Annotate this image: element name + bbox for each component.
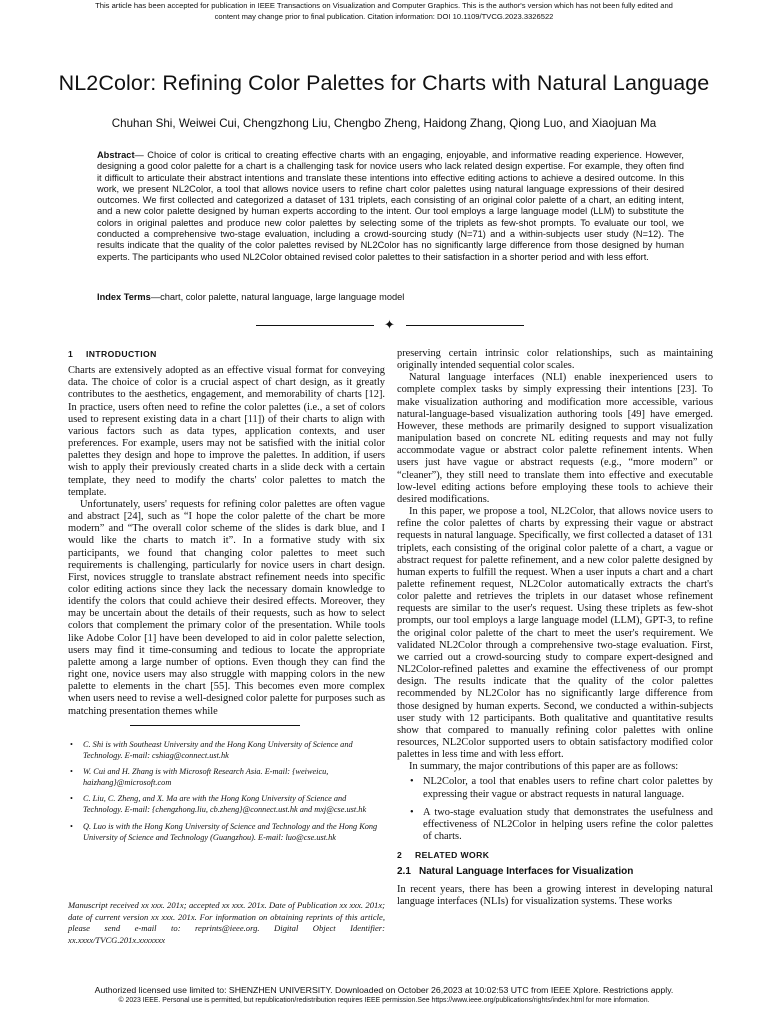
abstract-label: Abstract bbox=[97, 150, 135, 160]
license-notice: Authorized licensed use limited to: SHENZHEN UNIVERSITY. Downloaded on October 26,2023 at 10:02:53 UTC from IEEE Xplore. Restrictions apply. bbox=[94, 985, 674, 995]
intro-paragraph-2-continued: preserving certain intrinsic color relationships, such as maintaining originally intended sequential color scales. bbox=[397, 348, 713, 372]
contribution-list bbox=[397, 776, 713, 843]
section-number: 1 bbox=[68, 349, 74, 359]
publication-notice bbox=[0, 0, 768, 22]
diamond-icon: ✦ bbox=[384, 317, 395, 332]
publication-notice-line1: This article has been accepted for publication in IEEE Transactions on Visualization and Computer Graphics. This is the author's version which has not been fully edited and bbox=[95, 1, 673, 10]
section-title: INTRODUCTION bbox=[86, 349, 157, 359]
author-footnotes bbox=[68, 739, 385, 848]
related-work-paragraph-1: In recent years, there has been a growing interest in developing natural language interfaces (NLIs) for visualization systems. These works bbox=[397, 883, 713, 907]
author-list: Chuhan Shi, Weiwei Cui, Chengzhong Liu, Chengbo Zheng, Haidong Zhang, Qiong Luo, and Xiaojuan Ma bbox=[111, 117, 657, 130]
index-terms-text: —chart, color palette, natural language, large language model bbox=[150, 292, 405, 302]
paper-title: NL2Color: Refining Color Palettes for Charts with Natural Language bbox=[58, 71, 710, 95]
footnote-item: • W. Cui and H. Zhang is with Microsoft Research Asia. E-mail: {weiweicu, haizhang}@microsoft.com bbox=[68, 766, 385, 788]
section-heading-related-work bbox=[397, 849, 713, 861]
left-column bbox=[68, 345, 385, 718]
subsection-number: 2.1 bbox=[397, 866, 411, 878]
footnote-item: • C. Shi is with Southeast University and the Hong Kong University of Science and Technology. E-mail: cshiag@connect.ust.hk bbox=[68, 739, 385, 761]
intro-paragraph-1: Charts are extensively adopted as an effective visual format for conveying data. The choice of color is a crucial aspect of chart design, as it greatly contributes to the aesthetics, engagement, and memorability of charts [12]. In practice, users often need to refine the color palettes (i.e., a set of colors used to represent existing data in a chart [11]) of their charts to align with various factors such as data types, application contexts, and user preferences. For example, users may not be satisfied with the initial color palettes they design and hope to improve the palettes. In addition, if users wish to apply their previously created charts in a slide deck with a certain template, they need to modify the charts' color palettes to match the template. bbox=[68, 365, 385, 498]
abstract bbox=[97, 150, 684, 263]
copyright-notice: © 2023 IEEE. Personal use is permitted, but republication/redistribution requires IEEE permission.See https://www.ieee.org/publications/rights/index.html for more information. bbox=[118, 997, 650, 1004]
publication-notice-line2: content may change prior to final publication. Citation information: DOI 10.1109/TVCG.2023.3326522 bbox=[214, 12, 554, 21]
intro-paragraph-5: In summary, the major contributions of this paper are as follows: bbox=[409, 761, 679, 773]
intro-paragraph-4: In this paper, we propose a tool, NL2Color, that allows novice users to refine the color palettes of charts by expressing their vague or abstract requests in natural language. Specifically, we first collected a dataset of 131 triplets, each consisting of the original color palette of a chart, a vague or abstract request for palette refinement, and a new color palette designed by human experts to fulfill the request. When a user inputs a chart and a chart palette refinement request, NL2Color automatically extracts the chart's color palette and retrieves the triplets in our dataset whose refinement requests are similar to the user's request. Using these triplets as few-shot prompts, our tool employs a large language model (LLM), GPT-3, to refine the original color palette of the chart to meet the user's requirement. We validated NL2Color through a comprehensive two-stage evaluation. First, we carried out a crowd-sourcing study to compare expert-designed and NL2Color-refined palettes and examine the effectiveness of our prompt design. The results indicate that the quality of the color palettes recommended by NL2Color has no significantly large difference from those designed by human experts. Second, we conducted a within-subjects user study with 12 participants. Both qualitative and quantitative results show that compared to manually refining color palettes with online resources, NL2Color supported users to obtain satisfactory modified color palettes in less time and with less effort. bbox=[397, 506, 713, 761]
contribution-item: • NL2Color, a tool that enables users to refine chart color palettes by expressing their vague or abstract requests in natural language. bbox=[397, 776, 713, 800]
intro-paragraph-3: Natural language interfaces (NLI) enable inexperienced users to complete complex tasks by simply expressing their intentions [23]. To make visualization authoring and modification more accessible, various natural-language-based visualization authoring tools [49] have emerged. However, these methods are primarily designed to support visualization manipulation based on concrete NL editing requests and may not fully accommodate vague or abstract color palette refinement intents. When users just have vague or abstract requests (e.g., “more modern” or “cleaner”), they still need to translate them into effective and executable low-level editing actions before employing these tools to achieve their desired modifications. bbox=[397, 372, 713, 505]
contribution-item: • A two-stage evaluation study that demonstrates the usefulness and effectiveness of NL2Color in helping users refine the color palettes of charts. bbox=[397, 807, 713, 843]
section-number: 2 bbox=[397, 850, 403, 861]
footnote-item: • Q. Luo is with the Hong Kong University of Science and Technology and the Hong Kong University of Science and Technology (Guangzhou). E-mail: luo@cse.ust.hk bbox=[68, 821, 385, 843]
divider-line-left bbox=[256, 325, 374, 326]
footnote-rule bbox=[130, 725, 300, 726]
subsection-title: Natural Language Interfaces for Visualization bbox=[419, 866, 634, 878]
index-terms bbox=[97, 292, 684, 302]
subsection-heading-nli bbox=[397, 866, 713, 878]
intro-paragraph-2: Unfortunately, users' requests for refining color palettes are often vague and abstract [24], such as “I hope the color palette of the chart be more modern” and “The overall color scheme of the slides is dark blue, and I would like the charts to match it”. In a formative study with six participants, we found that changing color palettes to meet such requirements is challenging, particularly for novice users in chart design. First, novices struggle to translate abstract refinement needs into specific color editing actions since they lack the necessary domain knowledge to identify the colors that could achieve their desired effects. Moreover, they may be uncertain about the details of their requests, such as how to select colors that complement the primary color of the presentation. While tools like Adobe Color [1] have been developed to aid in color palette selection, users may find it time-consuming and tedious to locate the appropriate palette among a large number of options. Even though they can find the right one, novice users may also struggle with mapping colors in the new palette to elements in the chart [55]. This becomes even more complex when users need to revise a well-designed color palette for purposes such as matching presentation themes while bbox=[68, 498, 385, 717]
manuscript-note: Manuscript received xx xxx. 201x; accepted xx xxx. 201x. Date of Publication xx xxx. 201x; date of current version xx xxx. 201x. For information on obtaining reprints of this article, please send e-mail to: reprints@ieee.org. Digital Object Identifier: xx.xxxx/TVCG.201x.xxxxxxx bbox=[68, 900, 385, 945]
right-column bbox=[397, 348, 713, 908]
section-heading-introduction bbox=[68, 348, 385, 360]
footnote-item: • C. Liu, C. Zheng, and X. Ma are with the Hong Kong University of Science and Technology. E-mail: {chengzhong.liu, cb.zheng}@connect.ust.hk and mxj@cse.ust.hk bbox=[68, 793, 385, 815]
section-title: RELATED WORK bbox=[415, 850, 490, 861]
divider-line-right bbox=[406, 325, 524, 326]
index-terms-label: Index Terms bbox=[97, 292, 151, 302]
section-divider bbox=[256, 318, 524, 332]
abstract-text: — Choice of color is critical to creating effective charts with an engaging, enjoyable, and informative reading experience. However, designing a good color palette for a chart is a challenging task for novice users who lack related design expertise. For example, they often find it difficult to articulate their abstract intentions and translate these intentions into effective editing actions to achieve a desired outcome. In this work, we present NL2Color, a tool that allows novice users to refine chart color palettes using natural language expressions of their desired outcomes. We first collected and categorized a dataset of 131 triplets, each consisting of an original color palette of a chart, an editing intent, and a new color palette designed by human experts according to the intent. Our tool employs a large language model (LLM) to substitute the colors in original palettes and produce new color palettes by selecting some of the triplets as few-shot prompts. To evaluate our tool, we conducted a comprehensive two-stage evaluation, including a crowd-sourcing study (N=71) and a within-subjects user study (N=12). The results indicate that the quality of the color palettes revised by NL2Color has no significantly large difference from those designed by human experts. The participants who used NL2Color obtained revised color palettes to their satisfaction in a shorter period and with less effort. bbox=[97, 150, 684, 262]
